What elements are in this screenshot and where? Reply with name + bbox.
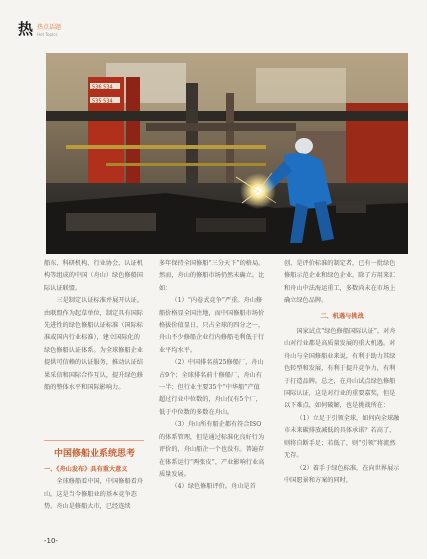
paragraph: 创、是评价标准的制定者，已有一批绿色修船示范企业和绿色企业，除了方用来汇和舟山中法海运重工，多数尚未在市场上确立绿色品牌。 xyxy=(284,260,396,305)
paragraph: 全球修船看中国，中国修船看舟山。这是当今修船业的基本竞争态势。舟山是修船大市，已经连续 xyxy=(44,478,144,511)
text-column-3 xyxy=(284,258,400,487)
paragraph: 船东、科研机构、行业协会、认证机构等组成的中国（舟山）绿色修船国际认证联盟。 xyxy=(44,260,143,292)
paragraph: 三是制定认证标准并展开认证。由联盟作为起草单位，制定具有国际先进性的绿色修船认证标准（国际标准或国内行业标准），建立国际化的绿色修船认证体系。为全球修船企业提供可信赖的认证服务，推动认证结果采信和国际合作互认，提升绿色修船的整体水平和国际影响力。 xyxy=(44,297,144,392)
section-title: 中国修船业系统思考 xyxy=(54,449,136,459)
paragraph: 多年保持全国修船“三分天下”的格局。然而，舟山的修船市场仍然未确立。比如： xyxy=(159,260,265,292)
paragraph: （2）中国排名前25修船厂，舟山占9个；全球排名前十修船厂，舟山有一半；但行业主要35个“中华船”产值超过行业中位数的，舟山仅有5个厂，低于中位数的多数在舟山。 xyxy=(159,359,264,416)
subsection-title: 二、机遇与挑战 xyxy=(320,312,364,320)
shipyard-welding-photo xyxy=(46,53,408,254)
paragraph: （3）舟山所有船企都有符合ISO的体系管理，但是通过标准化良好行为评价的，舟山船企一个也没有。普遍存在体系运行“两张皮”，产业影响行业高质量发展。 xyxy=(159,421,265,478)
paragraph: （1）“内卷式竞争”严重。舟山修船价格显全国注地，而中国修船市场价格拔价值显日，只占全球的四分之一，舟山不少修船企业行内修船毛利低于行业平均水平。 xyxy=(159,297,265,354)
text-column-1-lower xyxy=(44,464,144,514)
section-divider xyxy=(44,440,144,441)
text-column-1 xyxy=(44,258,144,394)
section-tag-en: Hot Topics xyxy=(37,32,58,37)
section-tag: 热点话题 xyxy=(37,24,62,31)
paragraph: （1）立足于引领全球，如何向全球融市未来碳排放减低的具体承诺？若高了，则将自断手足；若低了，则“引领”将流然无存。 xyxy=(284,414,400,460)
paragraph: 国家试点“绿色修船国际认证”，对舟山对行业都是高质量发展的重大机遇。对舟山与全国修船业来说，有利于助力其绿色转型和发展，有利于提升竞争力，有利于打造品牌。总之，在舟山试点绿色修船国际认证，这是对行业的重要嘉奖，但是以下难点，如何破解，也是挑战所在： xyxy=(284,328,396,410)
text-column-2 xyxy=(159,258,265,494)
paragraph: （2）着手于绿色标准，在向世界展示中国愿景和方案的同时， xyxy=(284,464,400,484)
subsection-title: 一、《舟山发布》具有重大意义 xyxy=(44,466,128,473)
section-char: 热 xyxy=(18,20,34,38)
page-number: -10- xyxy=(44,537,58,545)
crane-label-1: 536 534 xyxy=(92,84,113,91)
page-header xyxy=(0,0,427,50)
crane-label-2: 535 534 xyxy=(92,98,113,105)
paragraph: （4）绿色修船评价。舟山是首 xyxy=(171,483,256,491)
